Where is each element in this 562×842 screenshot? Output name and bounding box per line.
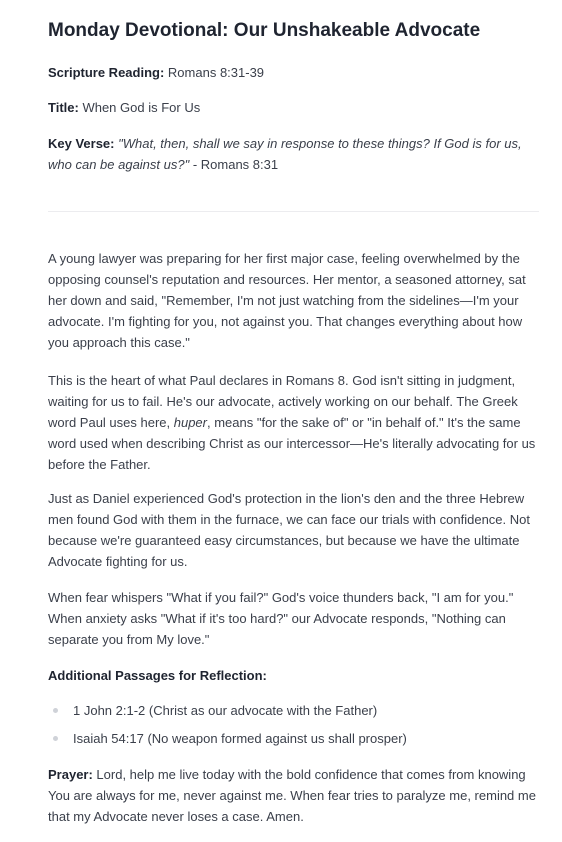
list-item-text: 1 John 2:1-2 (Christ as our advocate with the Father) bbox=[73, 703, 378, 718]
key-verse-quote: "What, then, shall we say in response to these things? If God is for us, who can be against us?" bbox=[48, 136, 522, 172]
bullet-icon bbox=[53, 708, 58, 713]
body-paragraph-2-start: This is the heart of what Paul declares in Romans 8. God isn't sitting in judgment, waiting for us to fail. He's our advocate, actively working on our behalf. The Greek word Paul uses here, bbox=[48, 373, 518, 430]
prayer-label: Prayer: bbox=[48, 767, 93, 782]
body-paragraph-3: Just as Daniel experienced God's protection in the lion's den and the three Hebrew men found God with them in the furnace, we can face our trials with confidence. Not because we're guaranteed easy circumstances, but because we have the ultimate Advocate fighting for us. bbox=[48, 491, 530, 569]
page-title: Monday Devotional: Our Unshakeable Advocate bbox=[48, 20, 481, 41]
body-paragraph-2 bbox=[48, 370, 543, 475]
key-verse bbox=[48, 133, 540, 175]
list-item-text: Isaiah 54:17 (No weapon formed against us shall prosper) bbox=[73, 731, 407, 746]
scripture-reading-value: Romans 8:31-39 bbox=[167, 65, 265, 80]
prayer-paragraph bbox=[48, 764, 543, 827]
scripture-reading-label: Scripture Reading: bbox=[48, 65, 165, 80]
body-paragraph-1: A young lawyer was preparing for her first major case, feeling overwhelmed by the opposing counsel's reputation and resources. Her mentor, a seasoned attorney, sat her down and said, "Remember, I'm not just watching from the sidelines—I'm your advocate. I'm fighting for you, not against you. That changes everything about how you approach this case." bbox=[48, 251, 526, 350]
sermon-title bbox=[48, 97, 540, 118]
list-item bbox=[48, 728, 540, 749]
additional-passages-list bbox=[48, 700, 540, 756]
body-paragraph-2-end: , means "for the sake of" or "in behalf of." It's the same word used when describing Christ as our intercessor—He's literally advocating for us before the Father. bbox=[48, 415, 536, 472]
key-verse-label: Key Verse: bbox=[48, 136, 115, 151]
greek-word: huper bbox=[173, 415, 207, 430]
sermon-title-label: Title: bbox=[48, 100, 79, 115]
additional-passages-heading: Additional Passages for Reflection: bbox=[48, 668, 267, 683]
section-divider bbox=[48, 211, 539, 212]
list-item bbox=[48, 700, 540, 721]
prayer-text: Lord, help me live today with the bold confidence that comes from knowing You are always for me, never against me. When fear tries to paralyze me, remind me that my Advocate never loses a case. Amen. bbox=[48, 767, 536, 824]
body-paragraph-4: When fear whispers "What if you fail?" God's voice thunders back, "I am for you." When anxiety asks "What if it's too hard?" our Advocate responds, "Nothing can separate you from My love." bbox=[48, 590, 514, 647]
key-verse-reference: - Romans 8:31 bbox=[189, 157, 279, 172]
sermon-title-value: When God is For Us bbox=[82, 100, 201, 115]
scripture-reading bbox=[48, 62, 540, 83]
bullet-icon bbox=[53, 736, 58, 741]
